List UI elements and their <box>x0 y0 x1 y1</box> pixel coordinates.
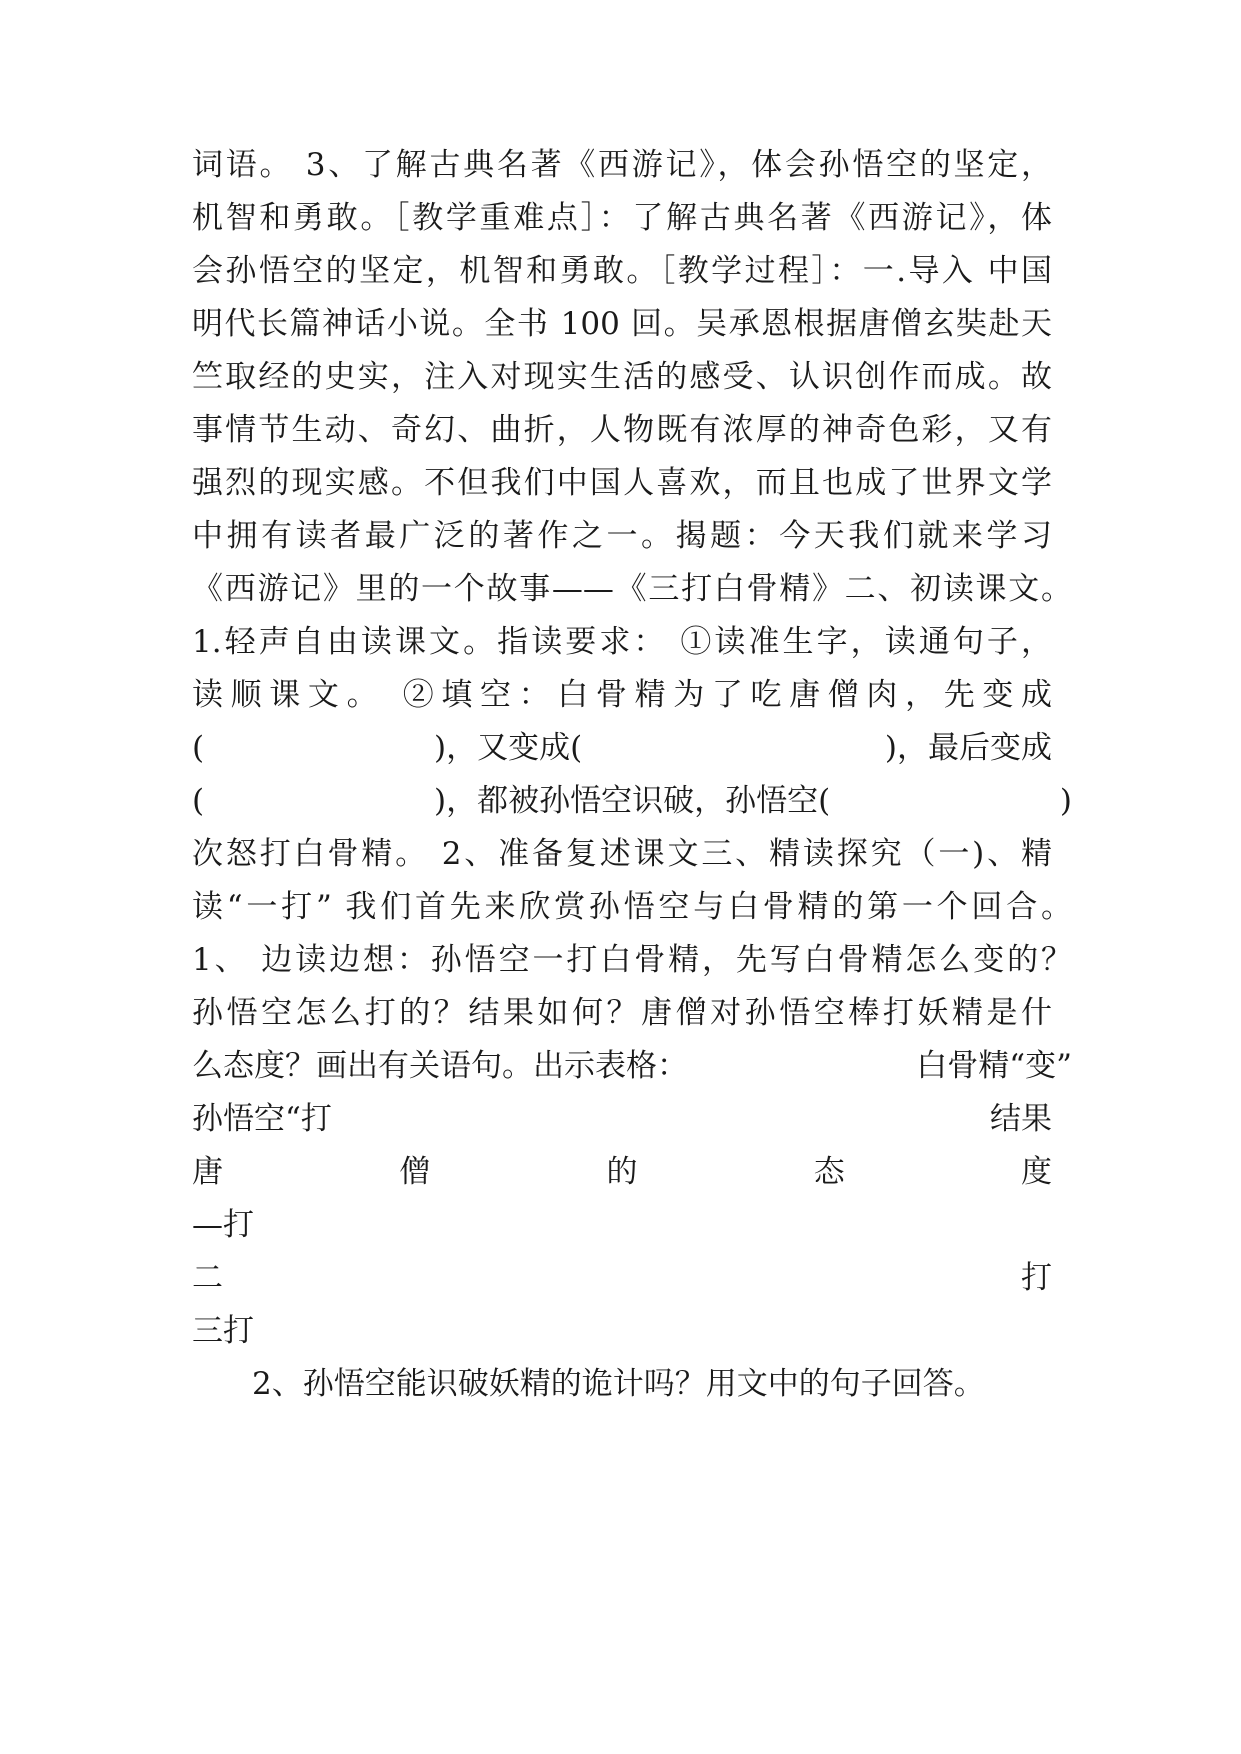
fill-blank-open: ( <box>192 783 205 819</box>
fill-blank-line <box>192 772 1072 830</box>
table-header-char: 唐 <box>192 1154 223 1190</box>
text-line: 读“一打” 我们首先来欣赏孙悟空与白骨精的第一个回合。 <box>192 889 1072 925</box>
table-row-first-strike: —打 <box>192 1207 254 1243</box>
fill-blank-open: ( <box>192 730 205 766</box>
text-line: 竺取经的史实，注入对现实生活的感受、认识创作而成。故 <box>192 359 1052 395</box>
table-row-label: 二 <box>192 1260 223 1296</box>
text-line: 明代长篇神话小说。全书 100 回。吴承恩根据唐僧玄奘赴天 <box>192 306 1052 342</box>
text-line: 孙悟空怎么打的？结果如何？唐僧对孙悟空棒打妖精是什 <box>192 995 1052 1031</box>
table-header-char: 度 <box>1021 1154 1052 1190</box>
text-line: 中拥有读者最广泛的著作之一。揭题：今天我们就来学习 <box>192 518 1052 554</box>
fill-blank-end: ) <box>1059 783 1072 819</box>
table-column-result: 结果 <box>990 1101 1052 1137</box>
table-header-char: 僧 <box>399 1154 431 1190</box>
table-header-char: 的 <box>606 1154 638 1190</box>
text-line: 会孙悟空的坚定，机智和勇敢。［教学过程］：一.导入 中国 <box>192 253 1052 289</box>
table-row-second-strike <box>192 1249 1052 1307</box>
text-line: 2、孙悟空能识破妖精的诡计吗？用文中的句子回答。 <box>252 1366 985 1402</box>
table-intro-line <box>192 1037 1072 1095</box>
table-column-tang-attitude <box>192 1143 1052 1201</box>
table-intro-text: 么态度？画出有关语句。出示表格： <box>192 1048 688 1084</box>
text-line: 1、 边读边想：孙悟空一打白骨精，先写白骨精怎么变的？ <box>192 942 1072 978</box>
table-header-line <box>192 1090 1052 1148</box>
text-line: 词语。 3、了解古典名著《西游记》，体会孙悟空的坚定， <box>192 147 1052 183</box>
fill-blank-middle: )，又变成( <box>434 730 583 766</box>
text-line: 次怒打白骨精。 2、准备复述课文三、精读探究（一)、精 <box>192 836 1052 872</box>
text-line: 事情节生动、奇幻、曲折，人物既有浓厚的神奇色彩，又有 <box>192 412 1052 448</box>
text-line: 读顺课文。 ②填空：白骨精为了吃唐僧肉，先变成 <box>192 677 1052 713</box>
fill-blank-middle: )，都被孙悟空识破，孙悟空( <box>434 783 831 819</box>
text-line: 1.轻声自由读课文。指读要求： ①读准生字，读通句子， <box>192 624 1052 660</box>
fill-blank-line <box>192 719 1052 777</box>
table-row-third-strike: 三打 <box>192 1313 254 1349</box>
table-row-label: 打 <box>1021 1260 1052 1296</box>
fill-blank-end: )，最后变成 <box>884 730 1052 766</box>
text-line: 机智和勇敢。［教学重难点］：了解古典名著《西游记》，体 <box>192 200 1052 236</box>
table-column-bone-demon-change: 白骨精“变” <box>916 1048 1072 1084</box>
text-line: 《西游记》里的一个故事——《三打白骨精》二、初读课文。 <box>192 571 1072 607</box>
table-header-char: 态 <box>813 1154 845 1190</box>
text-line: 强烈的现实感。不但我们中国人喜欢，而且也成了世界文学 <box>192 465 1052 501</box>
table-column-monkey-strike: 孙悟空“打 <box>192 1101 332 1137</box>
